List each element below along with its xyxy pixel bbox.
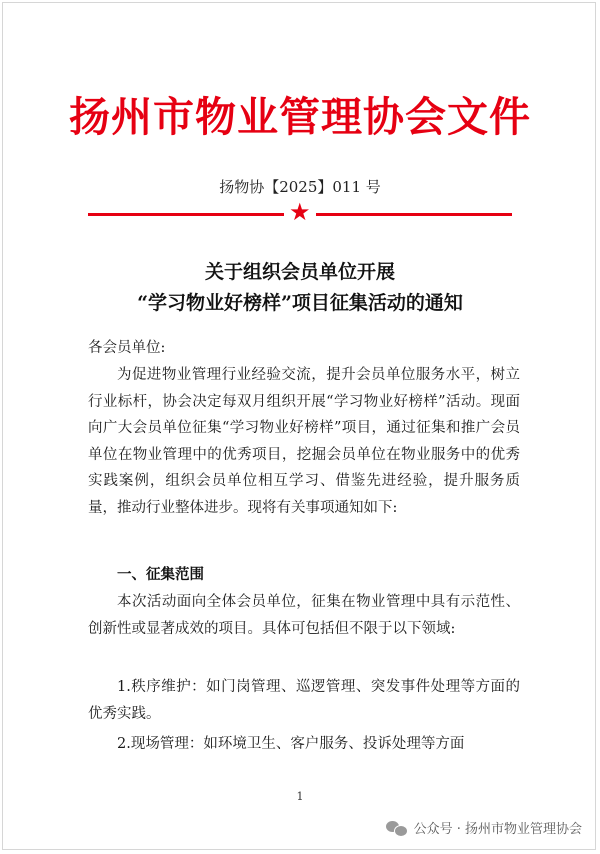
wechat-icon bbox=[386, 820, 408, 836]
section1-paragraph-block bbox=[88, 589, 520, 642]
section-heading: 一、征集范围 bbox=[117, 566, 204, 583]
document-number: 扬物协【2025】011 号 bbox=[219, 178, 381, 196]
divider-line-right bbox=[316, 213, 512, 216]
list-item-block-2 bbox=[88, 731, 520, 758]
salutation: 各会员单位: bbox=[88, 340, 166, 356]
list-item-block-1 bbox=[88, 674, 520, 727]
intro-paragraph-block bbox=[88, 362, 520, 522]
section1-paragraph: 本次活动面向全体会员单位，征集在物业管理中具有示范性、创新性或显著成效的项目。具体可包括但不限于以下领域: bbox=[88, 594, 520, 637]
wechat-watermark bbox=[386, 818, 582, 837]
list-item: 2.现场管理：如环境卫生、客户服务、投诉处理等方面 bbox=[117, 736, 465, 752]
notice-title-line2: “学习物业好榜样”项目征集活动的通知 bbox=[137, 292, 463, 314]
header-divider bbox=[88, 198, 512, 226]
list-item: 1.秩序维护：如门岗管理、巡逻管理、突发事件处理等方面的优秀实践。 bbox=[88, 679, 520, 722]
document-header-title: 扬州市物业管理协会文件 bbox=[69, 93, 531, 141]
notice-title-line1: 关于组织会员单位开展 bbox=[204, 261, 395, 283]
intro-paragraph: 为促进物业管理行业经验交流，提升会员单位服务水平，树立行业标杆，协会决定每双月组织开展“学习物业好榜样”活动。现面向广大会员单位征集“学习物业好榜样”项目，通过征集和推广会员单位在物业管理中的优秀项目，挖掘会员单位在物业服务中的优秀实践案例，组织会员单位相互学习、借鉴先进经验，提升服务质量，推动行业整体进步。现将有关事项通知如下: bbox=[88, 367, 520, 516]
watermark-text: 公众号 · 扬州市物业管理协会 bbox=[413, 822, 582, 837]
divider-line-left bbox=[88, 213, 284, 216]
star-icon: ★ bbox=[289, 198, 311, 226]
page-number: 1 bbox=[296, 790, 304, 803]
